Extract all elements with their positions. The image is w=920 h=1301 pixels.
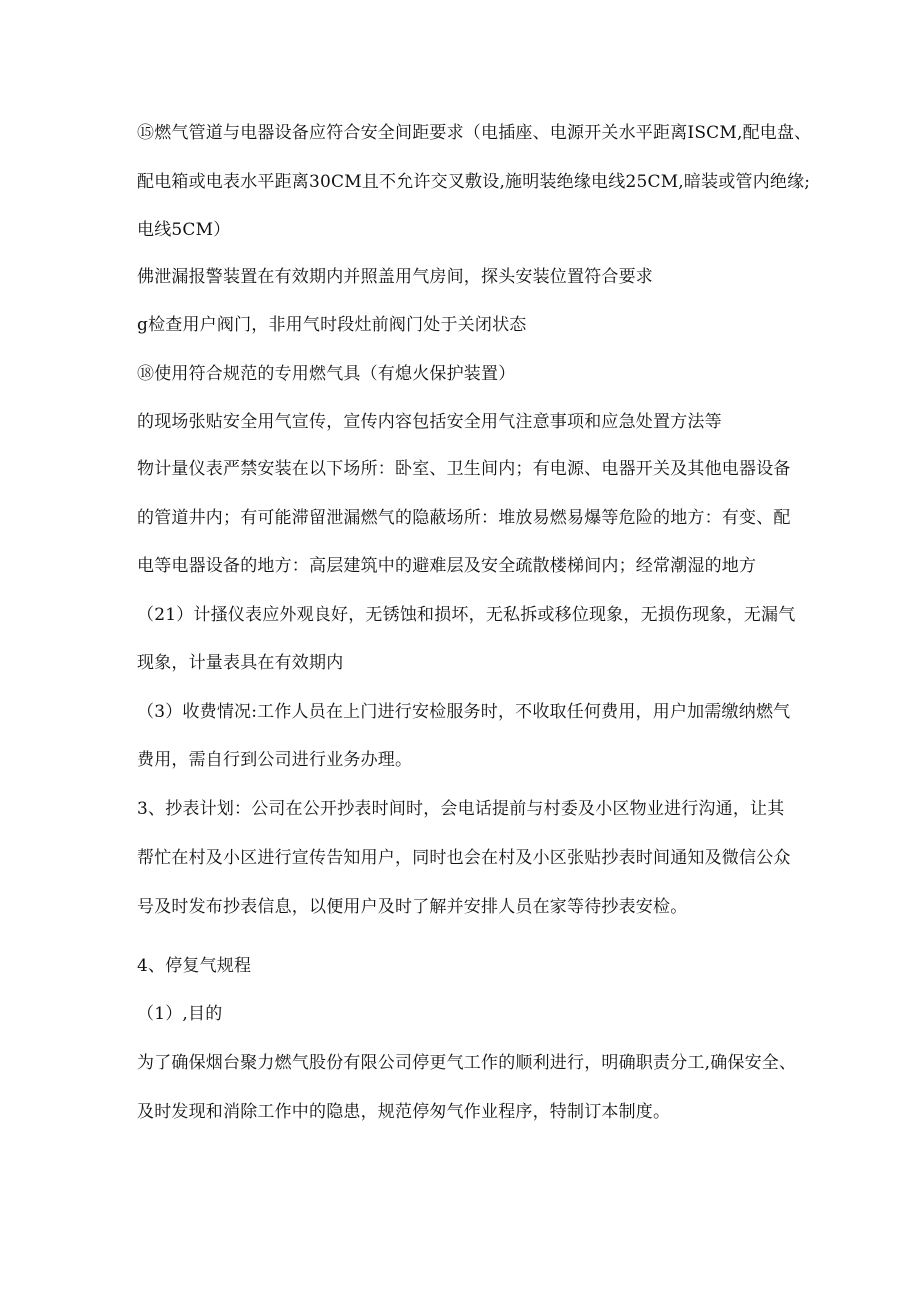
text-line-meter-distance: 配电箱或电表水平距离30CM且不允许交叉敷设,施明装绝缘电线25CM,暗装或管内绝缘; bbox=[137, 172, 811, 192]
text-line-fees-1: （3）收费情况:工作人员在上门进行安检服务时，不收取任何费用，用户加需缴纳燃气 bbox=[137, 702, 791, 722]
text-line-meter-location-2: 的管道井内；有可能滞留泄漏燃气的隐蔽场所：堆放易燃易爆等危险的地方：有变、配 bbox=[137, 508, 791, 528]
text-line-meter-condition-2: 现象，计量表具在有效期内 bbox=[137, 653, 344, 673]
text-line-appliance: ⑱使用符合规范的专用燃气具（有熄火保护装置） bbox=[137, 364, 516, 384]
text-line-meter-location-1: 物计量仪表严禁安装在以下场所：卧室、卫生间内；有电源、电器开关及其他电器设备 bbox=[137, 459, 791, 479]
text-line-purpose-1: 为了确保烟台聚力燃气股份有限公司停更气工作的顺利进行，明确职责分工,确保安全、 bbox=[137, 1053, 797, 1073]
text-line-meter-reading-2: 帮忙在村及小区进行宣传告知用户，同时也会在村及小区张贴抄表时间通知及微信公众 bbox=[137, 848, 791, 868]
text-line-meter-reading-1: 3、抄表计划：公司在公开抄表时间时，会电话提前与村委及小区物业进行沟通，让其 bbox=[137, 799, 785, 819]
text-line-meter-location-3: 电等电器设备的地方：高层建筑中的避难层及安全疏散楼梯间内；经常潮湿的地方 bbox=[137, 556, 757, 576]
text-line-valve-check: g检查用户阀门，非用气时段灶前阀门处于关闭状态 bbox=[137, 315, 527, 335]
text-line-leak-alarm: 佛泄漏报警装置在有效期内并照盖用气房间，探头安装位置符合要求 bbox=[137, 267, 653, 287]
text-line-publicity: 的现场张贴安全用气宣传，宣传内容包括安全用气注意事项和应急处置方法等 bbox=[137, 412, 722, 432]
text-line-meter-condition-1: （21）计搔仪表应外观良好，无锈蚀和损坏，无私拆或移位现象，无损伤现象，无漏气 bbox=[137, 605, 796, 625]
text-line-safety-distance: ⑮燃气管道与电器设备应符合安全间距要求（电插座、电源开关水平距离ISCM,配电盘、 bbox=[137, 123, 812, 143]
text-line-meter-reading-3: 号及时发布抄表信息，以便用户及时了解并安排人员在家等待抄表安检。 bbox=[137, 897, 688, 917]
subsection-heading-purpose: （1）,目的 bbox=[137, 1004, 223, 1024]
section-heading-gas-stop: 4、停复气规程 bbox=[137, 956, 252, 976]
text-line-wire-distance: 电线5CM） bbox=[137, 220, 231, 240]
text-line-fees-2: 费用，需自行到公司进行业务办理。 bbox=[137, 750, 413, 770]
text-line-purpose-2: 及时发现和消除工作中的隐患，规范停匆气作业程序，特制订本制度。 bbox=[137, 1102, 671, 1122]
